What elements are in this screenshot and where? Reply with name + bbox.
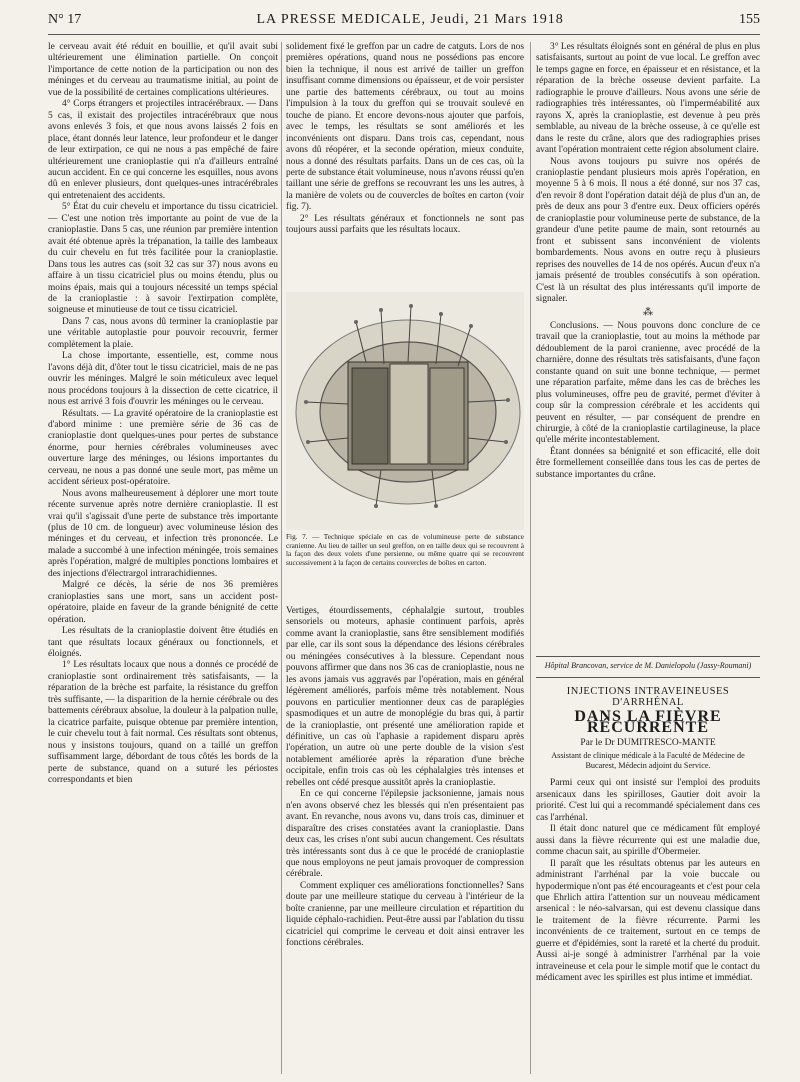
paragraph: Vertiges, étourdissements, céphalalgie surtout, troubles sensoriels ou moteurs, aphasie continuent parfois, après comme avant la cranioplastie, sans être sensiblement modifiés par elle, car ils sont sous la dépendance des lésions cérébrales ou méningées consécutives à la blessure. Cependant nous pouvons affirmer que dans nos 36 cas de cranioplastie, nous ne les avons jamais vus aggravés par l'opération, mais en général légèrement améliorés, parfois même très notablement. Nous pouvons en particulier mentionner deux cas de paraplégies spasmodiques et un autre de monoplégie du bras qui, à partir de la cranioplastie, ont présenté une amélioration rapide et définitive, un cas où l'aphasie a rapidement disparu après l'opération, un autre où une perte double de la vision s'est notablement améliorée après la réparation d'une brèche occipitale, enfin trois cas où les céphalalgies très intenses et rebelles ont cédé presque aussitôt après la cranioplastie. bbox=[286, 606, 524, 788]
paragraph: Il paraît que les résultats obtenus par les auteurs en administrant l'arrhénal par la voie buccale ou hypodermique n'ont pas été encourageants et c'est pour cela que Ehrlich attira l'attention sur un nouveau médicament arsenical : le néo-salvarsan, qui est devenu classique dans le traitement de la fièvre récurrente. Parmi les inconvénients de ce traitement, surtout en ce temps de guerre et d'épidémies, sont la rareté et la cherté du produit. Aussi ai-je songé à administrer l'arrhénal par la voie intraveineuse et cela pour le simple motif que le contact du médicament avec les spirilles est plus intime et immédiat. bbox=[536, 858, 760, 984]
surgical-illustration bbox=[286, 292, 524, 530]
column-1 bbox=[48, 42, 278, 786]
hospital-line: Hôpital Brancovan, service de M. Danielopolu (Jassy-Roumani) bbox=[544, 661, 752, 670]
column-2-top bbox=[286, 42, 524, 237]
journal-title: LA PRESSE MEDICALE, Jeudi, 21 Mars 1918 bbox=[256, 12, 564, 27]
article-author: Par le Dr DUMITRESCO-MANTE bbox=[580, 737, 716, 748]
page-header bbox=[48, 12, 760, 34]
paragraph: 4° Corps étrangers et projectiles intracérébraux. — Dans 5 cas, il existait des projectiles intracérébraux que nous avons enlevés 3 fois, et que nous avons laissés 2 fois en place, étant donnés leur latence, leur profondeur et le danger de leur extirpation, ce qui ne nous a pas empêché de faire ultérieurement une cranioplastie qui n'a d'ailleurs entraîné aucun accident. En ce qui concerne les esquilles, nous avons dû en enlever plusieurs, dont quelques-unes intracérébrales qui entretenaient des accidents. bbox=[48, 99, 278, 201]
paragraph: La chose importante, essentielle, est, comme nous l'avons déjà dit, d'ôter tout le tissu cicatriciel, mais de ne pas ouvrir les méninges. Malgré le soin méticuleux avec lequel nous procédons toujours à la dissection de cette cicatrice, il nous est arrivé 3 fois d'ouvrir les méninges ou le cerveau. bbox=[48, 351, 278, 408]
author-affiliation: Assistant de clinique médicale à la Faculté de Médecine de Bucarest, Médecin adjoint du Service. bbox=[551, 751, 745, 770]
paragraph: Dans 7 cas, nous avons dû terminer la cranioplastie par une véritable autoplastie pour pouvoir recouvrir, fermer complètement la plaie. bbox=[48, 316, 278, 350]
section-stars: ⁂ bbox=[643, 307, 653, 319]
column-3-article bbox=[536, 652, 760, 985]
page-number: 155 bbox=[739, 12, 760, 27]
paragraph: Les résultats de la cranioplastie doivent être étudiés en tant que résultats locaux généraux ou fonctionnels, et éloignés. bbox=[48, 626, 278, 660]
paragraph: Résultats. — La gravité opératoire de la cranioplastie est d'abord minime : une première série de 36 cas de cranioplastie dont quelques-unes pour pertes de substance énorme, pour hernies cérébrales volumineuses avec ouverture large des méninges, ou lésions importantes du cerveau, ne nous a pas donné une seule mort, pas même un accident sérieux post-opératoire. bbox=[48, 408, 278, 488]
paragraph: 1° Les résultats locaux que nous a donnés ce procédé de cranioplastie sont ordinairement très satisfaisants, — la réparation de la brèche est parfaite, la résistance du greffon très suffisante, — la disparition de la hernie cérébrale ou des battements cérébraux absolue, la douleur à la palpation nulle, la cicatrice parfaite, puisque obtenue par première intention, le cuir chevelu tout à fait normal. Ces résultats sont obtenus, nous y insistons toujours, quand on a taillé un greffon suffisamment large, débordant de tous côtés les bords de la perte de substance, quand on a suturé les périostes correspondants et bien bbox=[48, 660, 278, 785]
article-separator bbox=[536, 656, 760, 657]
paragraph: Il était donc naturel que ce médicament fût employé aussi dans la fièvre récurrente qui est une maladie due, comme chacun sait, au spirille d'Obermeier. bbox=[536, 824, 760, 858]
issue-number: N° 17 bbox=[48, 12, 82, 27]
figure-caption: Fig. 7. — Technique spéciale en cas de volumineuse perte de substance cranienne. Au lieu de tailler un seul greffon, on en taille deux qui se recouvrent à la façon des deux volets d'une persienne, ou même quatre qui se recouvrent successivement à la façon de certains couvercles de boîtes en carton. bbox=[286, 532, 524, 567]
paragraph: Nous avons malheureusement à déplorer une mort toute récente survenue après notre dernière cranioplastie. Il est vrai qu'il s'agissait d'une perte de substance très importante (plus de 10 cm. de longueur) avec volumineuse lésion des méninges et du cerveau, et infection très prononcée. Le malade a succombé à une infection méningée, trois semaines après l'opération, malgré de multiples ponctions lombaires et des injections d'électrargol intrarachidiennes. bbox=[48, 488, 278, 579]
paragraph: En ce qui concerne l'épilepsie jacksonienne, jamais nous n'en avons observé chez les blessés qui n'en présentaient pas avant. En revanche, nous avons vu, dans trois cas, diminuer et disparaître des crises constatées avant la cranioplastie. Dans deux cas, les crises n'ont subi aucun changement. Ces résultats très intéressants sont dus à ce que le procédé de cranioplastie que nous employons ne peut jamais provoquer de compression cérébrale. bbox=[286, 789, 524, 880]
article-title-large: DANS LA FIÈVRE RÉCURRENTE bbox=[574, 707, 722, 737]
header-rule bbox=[48, 34, 760, 35]
paragraph: Étant données sa bénignité et son efficacité, elle doit être formellement conseillée dans tous les cas de pertes de substance importantes du crâne. bbox=[536, 446, 760, 480]
paragraph: 2° Les résultats généraux et fonctionnels ne sont pas toujours aussi parfaits que les résultats locaux. bbox=[286, 213, 524, 236]
column-divider bbox=[530, 42, 531, 1074]
paragraph: Comment expliquer ces améliorations fonctionnelles? Sans doute par une meilleure statique du cerveau à l'intérieur de la boîte cranienne, par une meilleure circulation et répartition du liquide céphalo-rachidien. Peut-être aussi par l'ablation du tissu cicatriciel qui comprime le cerveau et doit ainsi entraver les fonctions cérébrales. bbox=[286, 880, 524, 949]
article-title-small: INJECTIONS INTRAVEINEUSES D'ARRHÉNAL bbox=[566, 686, 730, 709]
paragraph: 3° Les résultats éloignés sont en général de plus en plus satisfaisants, surtout au point de vue local. Le greffon avec le temps gagne en force, en épaisseur et en résistance, et la réparation de la brèche osseuse devient parfaite. La radiographie le prouve d'ailleurs. Nous avons une série de radiographies très intéressantes, où l'imperméabilité aux rayons X, après la cranioplastie, est devenue à peu près semblable, au niveau de la brèche osseuse, à ce qu'elle est dans le reste du crâne, alors que des radiographies prises avant l'opération montraient cette région absolument claire. bbox=[536, 42, 760, 156]
paragraph: Conclusions. — Nous pouvons donc conclure de ce travail que la cranioplastie, tout au moins la méthode par dédoublement de la paroi cranienne, avec procédé de la charnière, donne des résultats très satisfaisants, d'une façon constante quand on suit une bonne technique, — permet une réparation parfaite, même dans les cas de brèches les plus volumineuses, offre peu de gravité, permet d'éviter à coup sûr la compression cérébrale et les accidents qui peuvent en résulter, — par conséquent de prendre en chirurgie, à côté de la cranioplastie cartilagineuse, la place qu'elle mérite incontestablement. bbox=[536, 320, 760, 446]
paragraph: le cerveau avait été réduit en bouillie, et qu'il avait subi ultérieurement une élimination partielle. On conçoit l'importance de cette notion de la participation ou non des méninges et du cerveau au traumatisme initial, au point de vue de la possibilité de certaines complications ultérieures. bbox=[48, 42, 278, 98]
column-3-top bbox=[536, 42, 760, 481]
column-2-bottom bbox=[286, 606, 524, 950]
paragraph: Nous avons toujours pu suivre nos opérés de cranioplastie pendant plusieurs mois après l'opération, en moyenne 5 à 6 mois. Il nous a été donné, sur nos 37 cas, d'en revoir 8 dont l'opération datait déjà de plus d'un an, de près de deux ans pour 3 d'entre eux. Deux officiers opérés de cranioplastie pour volumineuse perte de substance, de la grandeur d'une petite paume de main, sont retournés au front et subissent sans inconvénient de violents bombardements. Nous avons en outre reçu à plusieurs reprises des nouvelles de 14 de nos opérés. Aucun d'eux n'a jamais présenté de troubles consécutifs à son opération. C'est là un résultat des plus intéressants qu'il importe de signaler. bbox=[536, 156, 760, 304]
paragraph: Malgré ce décès, la série de nos 36 premières cranioplasties sans une mort, sans un accident post-opératoire, plaide en faveur de la grande bénignité de cette opération. bbox=[48, 580, 278, 625]
figure-7-illustration bbox=[286, 292, 524, 530]
paragraph: solidement fixé le greffon par un cadre de catguts. Lors de nos premières opérations, quand nous ne possédions pas encore bien la technique, il nous est arrivé de tailler un greffon insuffisant comme dimensions ou épaisseur, et de voir persister une partie des battements cérébraux, ou tout au moins l'impulsion à la toux du greffon qui se trouvait soulevé en touche de piano. Et encore devons-nous ajouter que parfois, avec le temps, les résultats se sont améliorés et les inconvénients ont disparu. Dans trois cas, cependant, nous avons dû réopérer, et la seconde opération, mieux conduite, nous a donné des résultats parfaits. Dans un de ces cas, où la perte de substance était volumineuse, nous n'avons réussi qu'en taillant une série de greffons se recouvrant les uns les autres, à la manière de volets ou de couvercles de boîtes en carton (voir fig. 7). bbox=[286, 42, 524, 213]
paragraph: Parmi ceux qui ont insisté sur l'emploi des produits arsenicaux dans les spirilloses, Gautier doit avoir la priorité. C'est lui qui a recommandé spécialement dans ces cas l'arrhénal. bbox=[536, 778, 760, 823]
paragraph: 5° État du cuir chevelu et importance du tissu cicatriciel. — C'est une notion très importante au point de vue de la cranioplastie. Dans 5 cas, une réunion par première intention avait été obtenue après la trépanation, la taille des lambeaux du cuir chevelu en fut très facilitée pour la cranioplastie. Dans tous les autres cas (soit 32 cas sur 37) nous avons eu affaire à un tissu cicatriciel plus ou moins étendu, plus ou moins épais, mais qui a toujours nécessité un temps spécial de la cranioplastie : à savoir l'extirpation complète, soigneuse et minutieuse de tout ce tissu cicatriciel. bbox=[48, 202, 278, 316]
column-divider bbox=[281, 42, 282, 1074]
article-separator bbox=[536, 677, 760, 678]
